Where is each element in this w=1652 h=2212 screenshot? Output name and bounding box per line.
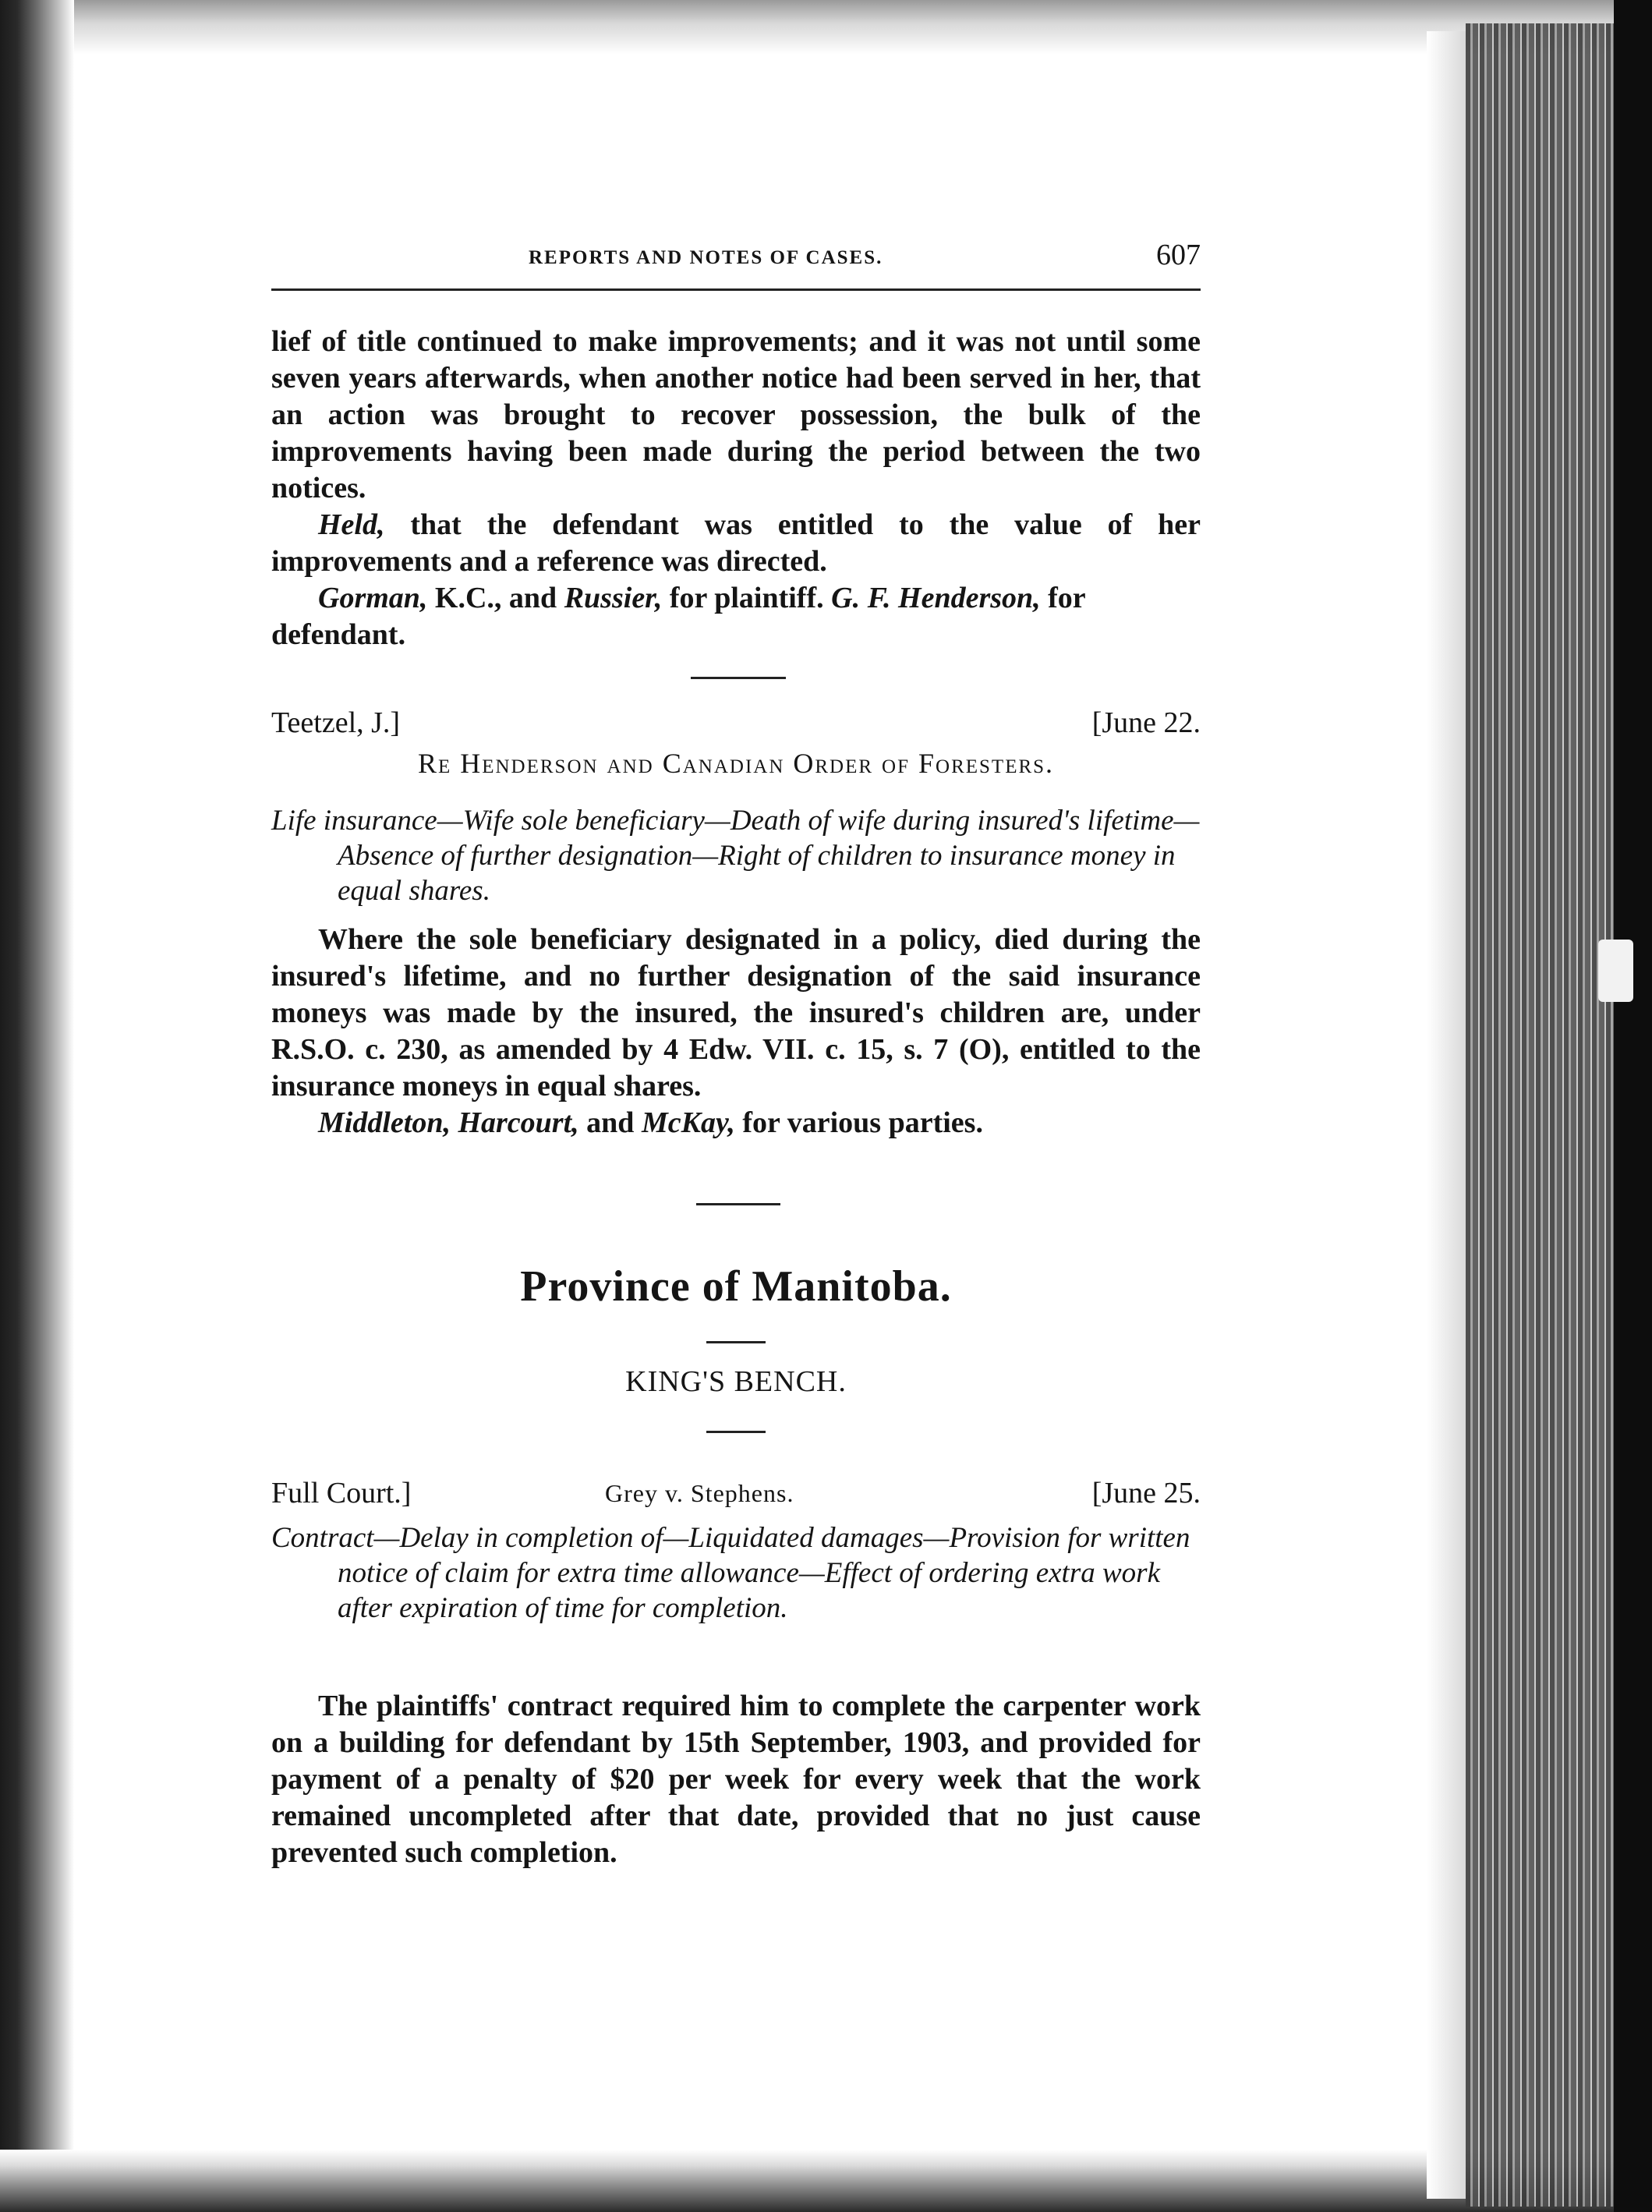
province-heading: Province of Manitoba. [520, 1262, 952, 1311]
page-tab-mark [1598, 940, 1633, 1002]
scan-right-border [1614, 0, 1652, 2212]
case2-counsel-rest: for various parties. [734, 1106, 983, 1139]
case2-judge: Teetzel, J.] [271, 706, 401, 739]
case2-body [271, 922, 1201, 1141]
page-number: 607 [1156, 239, 1201, 271]
case2-date: [June 22. [1091, 706, 1201, 739]
case3-headnote-text: Contract—Delay in completion of—Liquidated damages—Provision for written notice of claim for extra time allowance—Effect of ordering extra work after expiration of time for completion. [271, 1522, 1190, 1624]
case3-headnote [271, 1520, 1201, 1626]
case3-court: Full Court.] [271, 1477, 412, 1509]
scan-top-edge [0, 0, 1652, 55]
case3-body-text: The plaintiffs' contract required him to complete the carpenter work on a building for defendant by 15th September, 1903, and provided for payment of a penalty of $20 per week for every week that the work remained uncompleted after that date, provided that no just cause prevented such completion. [271, 1690, 1201, 1869]
case2-title: Re Henderson and Canadian Order of Foresters. [417, 748, 1055, 779]
case2-body-text: Where the sole beneficiary designated in a policy, died during the insured's lifetime, and no further designation of the said insurance moneys was made by the insured, the insured's children are, under R.S.O. c. 230, as amended by 4 Edw. VII. c. 15, s. 7 (O), entitled to the insurance moneys in equal shares. [271, 923, 1201, 1102]
case2-counsel [271, 1105, 1201, 1141]
counsel-for-plaintiff: for plaintiff. [662, 582, 832, 614]
running-head-title: REPORTS AND NOTES OF CASES. [529, 247, 883, 268]
held-text: that the defendant was entitled to the value of her improvements and a reference was directed. [271, 508, 1201, 578]
case1-held [271, 507, 1201, 580]
running-head [271, 238, 1201, 277]
case1-counsel [271, 580, 1201, 653]
case2-counsel-names: Middleton, Harcourt, [318, 1106, 579, 1139]
case3-body [271, 1688, 1201, 1871]
counsel-for-defendant: for defendant. [271, 582, 1085, 651]
case1-paragraph: lief of title continued to make improvements; and it was not until some seven years afterwards, when another notice had been served in her, that an action was brought to recover possession, the bulk of the improvements having been made during the period between the two notices. [271, 325, 1201, 504]
case3-court-line [271, 1476, 1201, 1513]
case1-continuation [271, 324, 1201, 653]
case2-counsel-and: and [578, 1106, 642, 1139]
case2-headnote-text: Life insurance—Wife sole beneficiary—Death of wife during insured's lifetime—Absence of further designation—Right of children to insurance money in equal shares. [271, 805, 1200, 907]
counsel-name-1: Gorman, [318, 582, 428, 614]
section-divider [691, 677, 786, 679]
header-rule [271, 288, 1201, 291]
case3-title: Grey v. Stephens. [605, 1479, 794, 1507]
counsel-name-2: Russier, [564, 582, 663, 614]
case3-date: [June 25. [1091, 1477, 1201, 1509]
case2-court-line [271, 706, 1201, 743]
scan-right-shadow [1427, 31, 1466, 2199]
counsel-name-3: G. F. Henderson, [831, 582, 1041, 614]
heading-divider [706, 1341, 766, 1343]
held-label: Held, [318, 508, 385, 541]
case2-counsel-last: McKay, [641, 1106, 735, 1139]
heading-divider [706, 1431, 766, 1433]
case2-headnote [271, 803, 1201, 908]
scan-left-edge [0, 0, 74, 2212]
scan-page-stack [1466, 23, 1614, 2207]
section-divider [696, 1203, 780, 1205]
scan-bottom-edge [0, 2150, 1652, 2212]
counsel-kc: K.C., and [427, 582, 564, 614]
court-name: KING'S BENCH. [625, 1365, 847, 1398]
